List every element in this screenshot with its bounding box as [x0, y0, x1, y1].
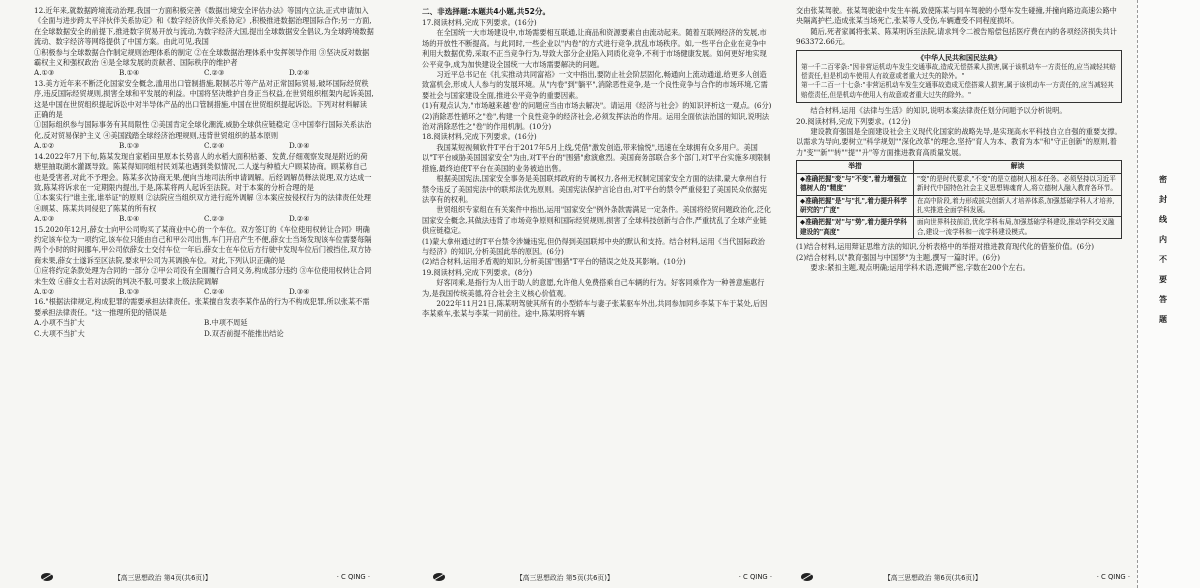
table-header-row: [797, 161, 1122, 173]
civil-code-article-2: 第一千二百一十七条:"非营运机动车发生交通事故造成无偿搭乘人损害,属于该机动车一方责任的,应当减轻其赔偿责任,但是机动车使用人有故意或者重大过失的除外。": [801, 81, 1114, 99]
seal-char: 线: [1159, 215, 1167, 224]
civil-code-title: 《中华人民共和国民法典》: [917, 53, 1001, 62]
brand-mark: · C QING ·: [1096, 573, 1130, 581]
option-a: A.①③: [34, 68, 55, 78]
question-19-material-3: 交由张某驾驶。张某驾驶途中发生车祸,致使陈某与同车驾驶的小型车发生碰撞,并撞向路边高速公路中央隔离护栏,造成张某当场死亡,张某等人受伤,车辆遭受不同程度损坏。: [796, 6, 1117, 26]
question-14-stem: 14.2022年7月下旬,陈某发现自家稻田里原本长势喜人的水稻大面积枯萎、发黄,仔细观察发现是附近的荷塘里抽取湖水灌溉导致。陈某得知同组村民刘某也遇到类似情况,二人遂与种植大户顾某协商。顾某称自己也是受害者,对此不予理会。陈某多次协商无果,便向当地司法所申请调解。后经调解员释法说理,双方达成一致,陈某将诉求在一定期限内提出,于是,陈某将两人起诉至法院。对于本案的分析合理的是: [34, 151, 372, 192]
feather-logo-icon: [40, 572, 54, 582]
page-6-column: [790, 0, 1128, 588]
table-cell-interpretation: 在高中阶段,着力形成拔尖创新人才培养体系,加强基础学科人才培养,扎实推进全面学科发展。: [914, 195, 1122, 217]
question-20-part-1: (1)结合材料,运用辩证思维方法的知识,分析表格中的举措对推进教育现代化的借鉴价值。(6分): [796, 242, 1095, 252]
civil-code-article-1: 第一千二百零条:"因非营运机动车发生交通事故,造成无偿搭乘人损害,属于该机动车一方责任的,应当减轻其赔偿责任,但是机动车使用人有故意或者重大过失的除外。": [801, 62, 1116, 81]
page-5-footer: [432, 570, 772, 584]
question-12-options: [34, 68, 374, 78]
civil-code-excerpt-box: [796, 50, 1122, 104]
question-13-stem: 13.美方近年来不断泛化国家安全概念,滥用出口管制措施,限制芯片等产品对正常国际贸易,破坏国际经贸秩序,违反国际经贸规则,损害全球和平发展的利益。中国将坚决维护自身正当权益,在世贸组织框架内起诉美国,这是中国在世贸组织提起诉讼中对半导体产品的出口管制措施,中国在世贸组织提起诉讼。下列对材料解读正确的是: [34, 78, 374, 120]
option-c: C.②③: [204, 68, 225, 78]
question-13-items: ①国际组织参与国际事务有其局限性 ②美国肯定全球化潮流,威胁全球供应链稳定 ③中国奉行国际关系法治化,反对贸易保护主义 ④美国践踏全球经济治理规则,违背世贸组织的基本原则: [34, 120, 372, 140]
seal-char: 封: [1159, 195, 1167, 204]
binding-margin: [1137, 0, 1200, 588]
question-20-requirements: 要求:紧扣主题,观点明确;运用学科术语,逻辑严密,字数在200个左右。: [810, 262, 1030, 272]
table-row: [797, 195, 1122, 217]
question-19-material-2: 2022年11月21日,陈某明驾驶其所有的小型轿车与妻子张某驱车外出,共同参加同乡李某下车于某处,后因李某乘车,张某与李某一同前往。途中,陈某明将车辆: [422, 298, 768, 319]
page-6-footer: [800, 570, 1130, 584]
question-17-material-2: 习近平总书记在《扎实推动共同富裕》一文中指出,要防止社会阶层固化,畅通向上流动通道,给更多人创造致富机会,形成人人参与的发展环境。从"内卷"到"躺平",消除恶性竞争,是一个良性竞争与合作的市场环境,它需要社会与国家建设全面,推进公平竞争的重要因素。: [422, 70, 768, 100]
table-cell-measure: ◆准确把握"变"与"不变",着力增强立德树人的"精度": [797, 173, 914, 195]
question-18-part-1: (1)蒙大拿州通过的T平台禁令涉嫌违宪,但仍得到美国联邦中央的默认和支持。结合材料,运用《当代国际政治与经济》的知识,分析美国此举的原因。(6分): [422, 236, 765, 256]
table-row: [797, 217, 1122, 239]
question-16-options: [34, 318, 374, 339]
question-18-heading: 18.阅读材料,完成下列要求。(16分): [422, 132, 537, 142]
page-4-column: [28, 0, 380, 588]
option-b: B.中项不周延: [204, 318, 248, 328]
question-20-heading: 20.阅读材料,完成下列要求。(12分): [796, 116, 911, 126]
question-15-stem: 15.2020年12月,薛女士向甲公司购买了某商业中心的一个车位。双方签订的《车位使用权转让合同》明确约定该车位为一项约定,该车位只能由自己和甲公司出售,车门开启产生不便,薛女士当场发现该车位需要每隔两个小时的时间挪车,甲公司依薛女士交付车位一年后,薛女士在车位后方行驶中发现车位后门被挡住,双方协商未果,薛女士遂诉至区法院,要求甲公司为其调换车位。对此,下列认识正确的是: [34, 224, 372, 265]
option-b: B.①④: [119, 68, 140, 78]
option-d: D.②④: [289, 214, 310, 224]
option-d: D.②④: [289, 68, 310, 78]
page-number-label: 【高三思想政治 第6页(共6页)】: [884, 574, 982, 582]
option-a: A.小项不当扩大: [34, 318, 85, 328]
question-16-stem: 16."根据法律规定,构成犯罪的需要承担法律责任。张某擅自发表李某作品的行为不构成犯罪,所以张某不需要承担法律责任。"这一推理所犯的错误是: [34, 297, 370, 317]
option-a: A.①③: [34, 214, 55, 224]
table-header-interpretation: 解读: [914, 161, 1122, 173]
question-14-options: [34, 214, 374, 224]
option-c: C.大项不当扩大: [34, 328, 85, 338]
question-17-part-2: (2)消除恶性循环之"卷",构建一个良性竞争的经济社会,必须发挥法治的作用。运用全面依法治国的知识,说明法治对消除恶性之"卷"的作用机制。(10分): [422, 111, 770, 132]
question-17-heading: 17.阅读材料,完成下列要求。(16分): [422, 18, 537, 27]
option-c: C.②③: [204, 214, 225, 224]
option-b: B.①③: [119, 286, 140, 296]
brand-mark: · C QING ·: [336, 573, 370, 581]
option-a: A.①②: [34, 286, 55, 296]
question-17-material-1: 在全国统一大市场建设中,市场需要相互联通,让商品和资源要素自由流动起来。随着互联网经济的发展,市场的开放性不断提高。与此同时,一些企业以"内卷"的方式进行竞争,扰乱市场秩序。如,一些平台企业在竞争中利用大数据优势,采取不正当竞争行为,导致大部分企业陷入同质化竞争,不利于市场健康发展。如何更好地实现公平竞争,成为加快建设全国统一大市场需要解决的问题。: [422, 28, 767, 69]
question-18-material-2: 根据美国宪法,国家安全事务是美国联邦政府的专属权力,各州无权制定国家安全方面的法律,蒙大拿州自行禁令违反了美国宪法中的联邦法优先原则。美国宪法保护言论自由,对T平台的禁令严重侵犯了美国民众依据宪法享有的权利。: [422, 174, 767, 204]
table-cell-interpretation: "变"的是时代要求,"不变"的是立德树人根本任务。必须坚持以习近平新时代中国特色社会主义思想铸魂育人,将立德树人融入教育各环节。: [914, 173, 1122, 195]
feather-logo-icon: [800, 572, 814, 582]
question-19-material-4: 随后,死者家属将张某、陈某明诉至法院,请求判令二被告赔偿包括医疗费在内的各项经济损失共计963372.66元。: [796, 26, 1117, 47]
question-13-options: [34, 141, 374, 151]
feather-logo-icon: [432, 572, 446, 582]
question-18-material-1: 我国某短视频软件T平台于2017年5月上线,凭借"激发创造,带来愉悦",迅速在全球拥有众多用户。美国以"T平台威胁美国国家安全"为由,对T平台的"围猎"愈演愈烈。美国商务部联合多个部门,对T平台实施多项限制措施,最终迫使T平台在美国的业务被迫出售。: [422, 142, 771, 173]
table-header-measure: 举措: [797, 161, 914, 173]
question-14-items: ①本案实行"谁主张,谁举证"的原则 ②法院应当组织双方进行庭外调解 ③本案应按侵权行为的法律责任处理 ④顾某、陈某共同侵犯了陈某的所有权: [34, 193, 371, 213]
table-row: [797, 173, 1122, 195]
option-a: A.①②: [34, 141, 55, 151]
question-20-part-2: (2)结合材料,以"教育强国与中国梦"为主题,撰写一篇时评。(6分): [796, 252, 1001, 262]
option-b: B.①④: [119, 214, 140, 224]
seal-char: 密: [1159, 175, 1167, 184]
page-4-footer: [40, 570, 370, 584]
seal-char: 题: [1159, 315, 1167, 324]
page-5-column: [416, 0, 778, 588]
question-19-prompt: 结合材料,运用《法律与生活》的知识,说明本案法律责任划分问题予以分析说明。: [810, 106, 1067, 116]
brand-mark: · C QING ·: [738, 573, 772, 581]
question-12-stem: 12.近年来,就数据跨境流动治理,我国一方面积极完善《数据出境安全评估办法》等国内立法,正式申请加入《全面与进步跨太平洋伙伴关系协定》和《数字经济伙伴关系协定》,积极推进数据治理国际合作;另一方面,在全球数据安全的前提下,推进数字贸易开放与流动,为数字经济大国,提出全球数据安全倡议,为全球跨境数据流动、数字经济等网络提供了中国方案。由此可见,我国: [34, 6, 374, 47]
measures-table: [796, 160, 1122, 239]
seal-char: 内: [1159, 235, 1167, 244]
seal-char: 答: [1159, 295, 1167, 304]
question-15-options: [34, 287, 374, 297]
seal-char: 要: [1159, 275, 1167, 284]
option-b: B.①③: [119, 141, 140, 151]
page-number-label: 【高三思想政治 第5页(共6页)】: [516, 574, 614, 582]
option-c: C.②④: [204, 141, 225, 151]
question-17-part-1: (1)有观点认为,"市场越来越'卷'的问题应当由市场去解决"。请运用《经济与社会》的知识评析这一观点。(6分): [422, 101, 772, 111]
question-18-material-3: 世贸组织专家组在有关案件中指出,运用"国家安全"例外条款需满足一定条件。美国将经贸问题政治化,泛化国家安全概念,其做法违背了市场竞争原则和国际经贸规则,损害了全球科技创新与合作,严重扰乱了全球产业链供应链稳定。: [422, 205, 772, 236]
question-19-material-1: 好客同乘,是指行为人出于助人的意愿,允许他人免费搭乘自己车辆的行为。好客同乘作为一种善意施惠行为,是我国传统美德,符合社会主义核心价值观。: [422, 278, 765, 298]
question-19-heading: 19.阅读材料,完成下列要求。(8分): [422, 267, 533, 277]
option-c: C.②④: [204, 286, 225, 296]
question-15-items: ①应将约定条款处理为合同的一部分 ②甲公司没有全面履行合同义务,构成部分违约 ③车位使用权转让合同未生效 ④薛女士若对法院的判决不服,可要求上级法院调解: [34, 266, 372, 286]
question-18-part-2: (2)结合材料,运用矛盾观的知识,分析美国"围猎"T平台的错误之处及其影响。(10分): [422, 257, 686, 267]
option-d: D.③④: [289, 141, 310, 151]
option-d: D.双否前提不能推出结论: [204, 328, 284, 338]
seal-char: 不: [1159, 255, 1167, 264]
page-number-label: 【高三思想政治 第4页(共6页)】: [114, 574, 212, 582]
section-heading: 二、非选择题:本题共4小题,共52分。: [422, 7, 551, 16]
table-cell-measure: ◆准确把握"是"与"扎",着力提升科学研究的"广度": [797, 195, 914, 217]
option-d: D.③④: [289, 286, 310, 296]
question-20-material: 建设教育强国是全面建设社会主义现代化国家的战略先导,是实现高水平科技自立自强的重要支撑。以需求为导向,要树立"科学规划""深化改革"的理念,坚持"育人为本、教育为本"和"守正创新"的原则,着力"变""新""转""提""升"等方面推进教育高质量发展。: [796, 127, 1122, 157]
seal-line-notice: [1156, 170, 1170, 330]
table-cell-measure: ◆准确把握"对"与"势",着力提升学科建设的"高度": [797, 217, 914, 239]
table-cell-interpretation: 面向世界科技前沿,优化学科布局,加强基础学科建设,推动学科交叉融合,建设一流学科和一流学科建设模式。: [914, 217, 1122, 239]
question-12-items: ①积极参与全球数据合作制定规则治理体系的制定 ②在全球数据治理体系中发挥领导作用 ③坚决反对数据霸权主义和强权政治 ④是全球发展的贡献者、国际秩序的维护者: [34, 47, 370, 68]
